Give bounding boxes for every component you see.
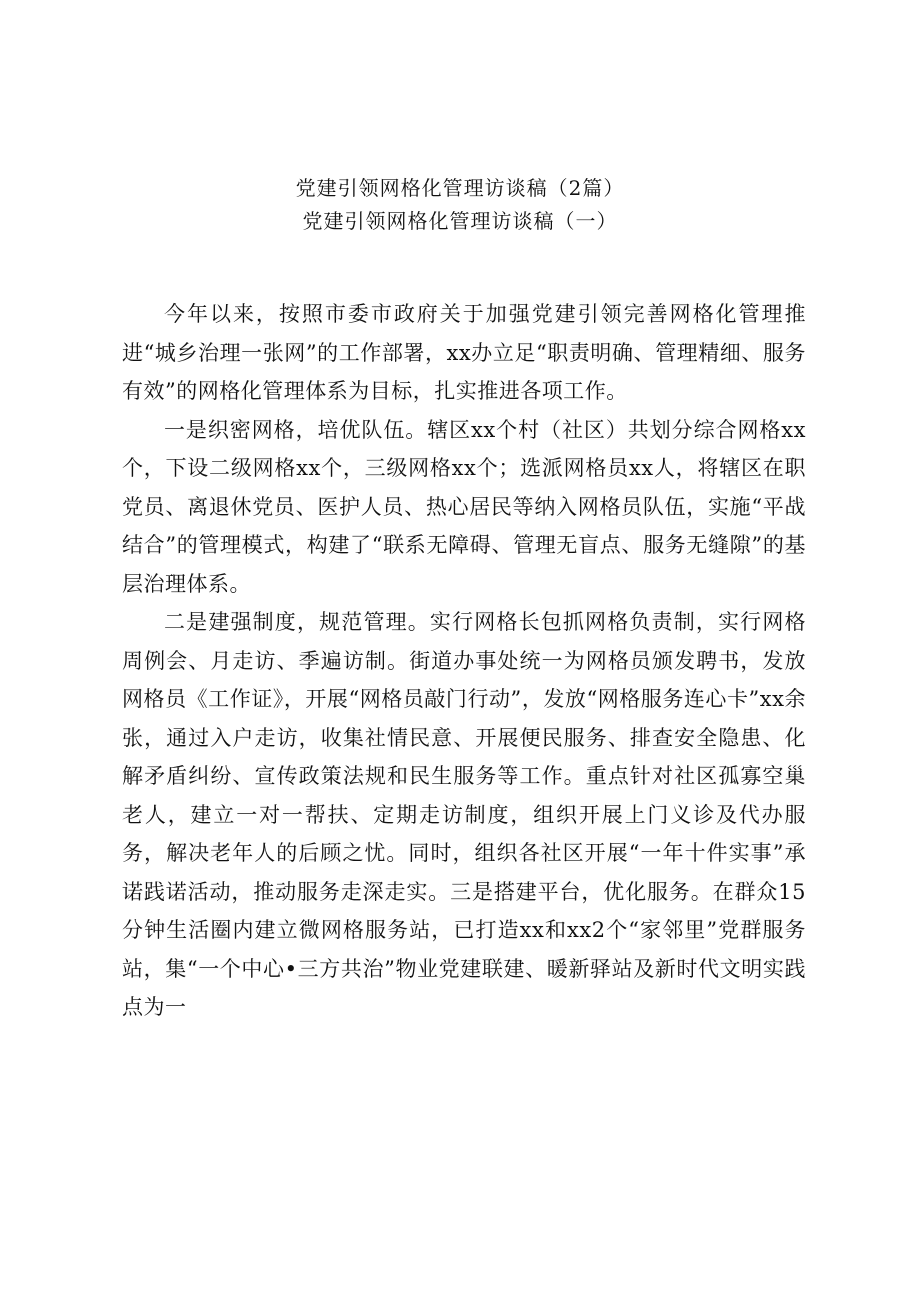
paragraph-grid-team: 一是织密网格，培优队伍。辖区xx个村（社区）共划分综合网格xx个，下设二级网格xx个，三级网格xx个；选派网格员xx人，将辖区在职党员、离退休党员、医护人员、热心居民等纳入网格员队伍，实施“平战结合”的管理模式，构建了“联系无障碍、管理无盲点、服务无缝隙”的基层治理体系。 (122, 417, 806, 596)
paragraph-intro: 今年以来，按照市委市政府关于加强党建引领完善网格化管理推进“城乡治理一张网”的工作部署，xx办立足“职责明确、管理精细、服务有效”的网格化管理体系为目标，扎实推进各项工作。 (122, 302, 806, 403)
paragraph-system-management: 二是建强制度，规范管理。实行网格长包抓网格负责制，实行网格周例会、月走访、季遍访制。街道办事处统一为网格员颁发聘书，发放网格员《工作证》，开展“网格员敲门行动”，发放“网格服务连心卡”xx余张，通过入户走访，收集社情民意、开展便民服务、排查安全隐患、化解矛盾纠纷、宣传政策法规和民生服务等工作。重点针对社区孤寡空巢老人，建立一对一帮扶、定期走访制度，组织开展上门义诊及代办服务，解决老年人的后顾之忧。同时，组织各社区开展“一年十件实事”承诺践诺活动，推动服务走深走实。三是搭建平台，优化服务。在群众15分钟生活圈内建立微网格服务站，已打造xx和xx2个“家邻里”党群服务站，集“一个中心•三方共治”物业党建联建、暖新驿站及新时代文明实践点为一 (122, 610, 806, 1019)
document-subtitle: 党建引领网格化管理访谈稿（一） (302, 209, 618, 233)
title-block (0, 172, 920, 238)
document-body (122, 295, 806, 1027)
document-title: 党建引领网格化管理访谈稿（2篇） (295, 176, 625, 200)
